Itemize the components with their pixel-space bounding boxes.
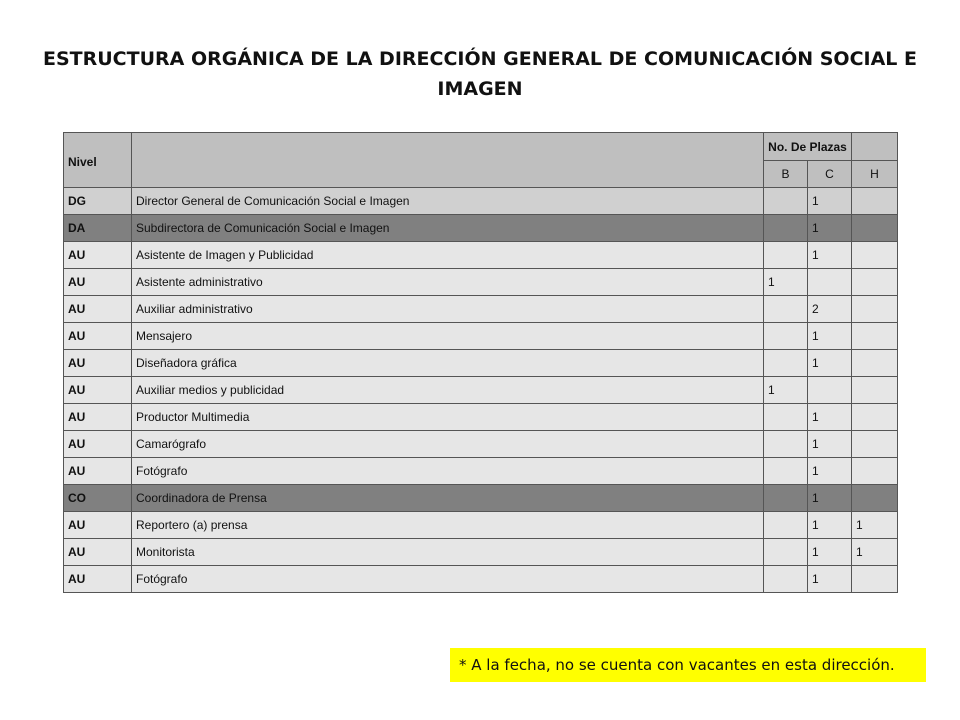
count-h-cell <box>852 296 898 323</box>
count-b-cell <box>764 323 808 350</box>
count-c-cell: 1 <box>808 458 852 485</box>
count-b-cell <box>764 404 808 431</box>
count-b-cell <box>764 188 808 215</box>
count-c-cell <box>808 377 852 404</box>
table-row <box>64 566 898 593</box>
header-col-h: H <box>852 161 898 188</box>
puesto-cell: Diseñadora gráfica <box>132 350 764 377</box>
nivel-cell: AU <box>64 512 132 539</box>
header-empty <box>852 133 898 161</box>
nivel-cell: AU <box>64 242 132 269</box>
count-b-cell <box>764 431 808 458</box>
count-c-cell <box>808 269 852 296</box>
count-b-cell <box>764 350 808 377</box>
nivel-cell: DA <box>64 215 132 242</box>
org-structure-table <box>63 132 898 593</box>
puesto-cell: Auxiliar medios y publicidad <box>132 377 764 404</box>
nivel-cell: AU <box>64 566 132 593</box>
table-row <box>64 485 898 512</box>
nivel-cell: AU <box>64 296 132 323</box>
count-b-cell: 1 <box>764 377 808 404</box>
table-header-row <box>64 133 898 161</box>
puesto-cell: Subdirectora de Comunicación Social e Imagen <box>132 215 764 242</box>
puesto-cell: Coordinadora de Prensa <box>132 485 764 512</box>
count-h-cell <box>852 269 898 296</box>
table-row <box>64 242 898 269</box>
count-h-cell <box>852 350 898 377</box>
table-row <box>64 296 898 323</box>
nivel-cell: AU <box>64 377 132 404</box>
count-b-cell <box>764 458 808 485</box>
nivel-cell: AU <box>64 269 132 296</box>
count-h-cell <box>852 485 898 512</box>
puesto-cell: Auxiliar administrativo <box>132 296 764 323</box>
count-h-cell: 1 <box>852 539 898 566</box>
count-b-cell: 1 <box>764 269 808 296</box>
count-h-cell <box>852 242 898 269</box>
nivel-cell: AU <box>64 323 132 350</box>
puesto-cell: Asistente de Imagen y Publicidad <box>132 242 764 269</box>
puesto-cell: Asistente administrativo <box>132 269 764 296</box>
puesto-cell: Fotógrafo <box>132 458 764 485</box>
table-row <box>64 512 898 539</box>
nivel-cell: DG <box>64 188 132 215</box>
nivel-cell: CO <box>64 485 132 512</box>
table-row <box>64 458 898 485</box>
table-row <box>64 431 898 458</box>
count-c-cell: 1 <box>808 404 852 431</box>
count-c-cell: 1 <box>808 485 852 512</box>
nivel-cell: AU <box>64 404 132 431</box>
table-row <box>64 539 898 566</box>
puesto-cell: Reportero (a) prensa <box>132 512 764 539</box>
count-h-cell <box>852 215 898 242</box>
puesto-cell: Productor Multimedia <box>132 404 764 431</box>
count-b-cell <box>764 539 808 566</box>
count-c-cell: 1 <box>808 215 852 242</box>
header-col-b: B <box>764 161 808 188</box>
count-b-cell <box>764 242 808 269</box>
nivel-cell: AU <box>64 458 132 485</box>
count-c-cell: 1 <box>808 242 852 269</box>
table-row <box>64 215 898 242</box>
header-col-c: C <box>808 161 852 188</box>
nivel-cell: AU <box>64 431 132 458</box>
count-c-cell: 1 <box>808 539 852 566</box>
header-plazas: No. De Plazas <box>764 133 852 161</box>
count-c-cell: 1 <box>808 350 852 377</box>
table-row <box>64 323 898 350</box>
count-h-cell <box>852 404 898 431</box>
puesto-cell: Director General de Comunicación Social e Imagen <box>132 188 764 215</box>
nivel-cell: AU <box>64 539 132 566</box>
table-row <box>64 350 898 377</box>
puesto-cell: Monitorista <box>132 539 764 566</box>
nivel-cell: AU <box>64 350 132 377</box>
table-row <box>64 377 898 404</box>
header-blank <box>132 133 764 188</box>
count-c-cell: 2 <box>808 296 852 323</box>
puesto-cell: Fotógrafo <box>132 566 764 593</box>
count-h-cell <box>852 431 898 458</box>
count-c-cell: 1 <box>808 188 852 215</box>
header-nivel: Nivel <box>64 133 132 188</box>
page-title: ESTRUCTURA ORGÁNICA DE LA DIRECCIÓN GENERAL DE COMUNICACIÓN SOCIAL E IMAGEN <box>42 48 917 100</box>
count-h-cell <box>852 188 898 215</box>
count-c-cell: 1 <box>808 566 852 593</box>
puesto-cell: Mensajero <box>132 323 764 350</box>
count-c-cell: 1 <box>808 512 852 539</box>
table-row <box>64 269 898 296</box>
count-h-cell <box>852 458 898 485</box>
count-c-cell: 1 <box>808 431 852 458</box>
count-b-cell <box>764 485 808 512</box>
vacancy-note: * A la fecha, no se cuenta con vacantes en esta dirección. <box>450 648 926 682</box>
count-h-cell: 1 <box>852 512 898 539</box>
count-c-cell: 1 <box>808 323 852 350</box>
count-h-cell <box>852 377 898 404</box>
count-b-cell <box>764 296 808 323</box>
table-row <box>64 404 898 431</box>
count-h-cell <box>852 323 898 350</box>
count-h-cell <box>852 566 898 593</box>
count-b-cell <box>764 566 808 593</box>
count-b-cell <box>764 215 808 242</box>
table-row <box>64 188 898 215</box>
puesto-cell: Camarógrafo <box>132 431 764 458</box>
count-b-cell <box>764 512 808 539</box>
